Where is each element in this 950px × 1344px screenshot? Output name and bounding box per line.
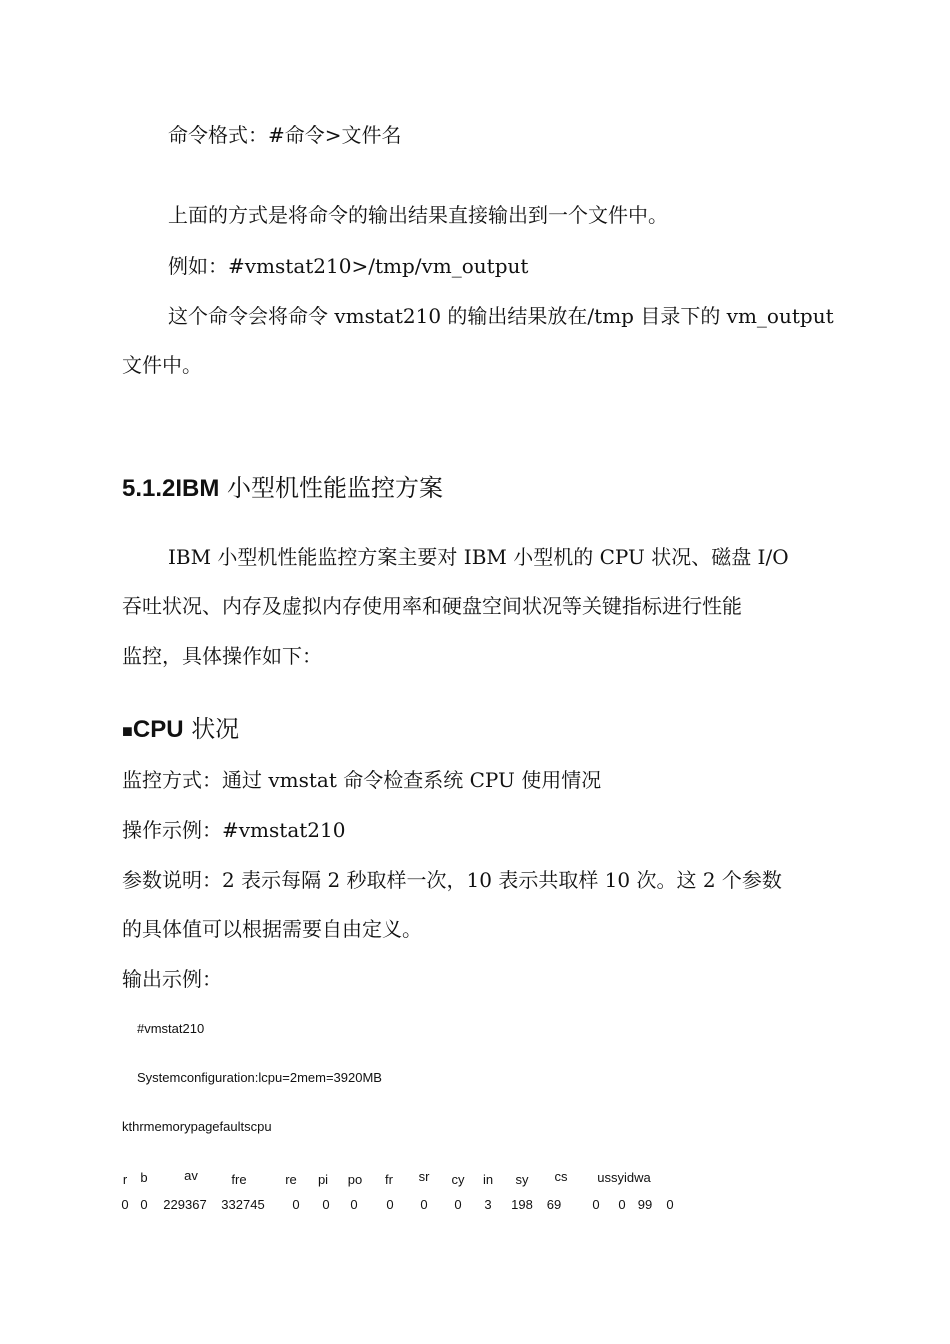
section-body-line-1: IBM 小型机性能监控方案主要对 IBM 小型机的 CPU 状况、磁盘 I/O xyxy=(168,545,789,569)
vmstat-value: 3 xyxy=(484,1197,492,1212)
cpu-heading-title: 状况 xyxy=(191,715,240,743)
vmstat-column-header: pi xyxy=(317,1172,329,1187)
vmstat-value: 0 xyxy=(121,1197,129,1212)
command-format-line: 命令格式：#命令>文件名 xyxy=(168,123,402,147)
cpu-heading-label: CPU xyxy=(132,716,184,743)
vmstat-value: 332745 xyxy=(221,1197,265,1212)
vmstat-column-header: cs xyxy=(554,1169,568,1184)
vmstat-value: 99 xyxy=(637,1197,653,1212)
vmstat-column-header: in xyxy=(482,1172,494,1187)
vmstat-column-header: re xyxy=(285,1172,297,1187)
square-bullet-icon: ■ xyxy=(122,721,133,741)
section-number: 5.1.2IBM xyxy=(122,475,220,502)
vmstat-value: 0 xyxy=(618,1197,626,1212)
cpu-heading xyxy=(122,714,239,746)
section-body-line-3: 监控，具体操作如下： xyxy=(122,644,322,668)
vmstat-value: 0 xyxy=(350,1197,358,1212)
monitor-method-line: 监控方式：通过 vmstat 命令检查系统 CPU 使用情况 xyxy=(122,768,602,792)
operation-example-line: 操作示例：#vmstat210 xyxy=(122,818,346,842)
vmstat-value: 0 xyxy=(420,1197,428,1212)
system-configuration-line: Systemconfiguration:lcpu=2mem=3920MB xyxy=(137,1070,382,1085)
vmstat-column-header: sr xyxy=(418,1169,430,1184)
redirect-description-line: 上面的方式是将命令的输出结果直接输出到一个文件中。 xyxy=(168,203,668,227)
vmstat-value: 0 xyxy=(386,1197,394,1212)
vmstat-value: 69 xyxy=(546,1197,562,1212)
vmstat-column-header: r xyxy=(122,1172,128,1187)
vmstat-group-header: kthrmemorypagefaultscpu xyxy=(122,1119,272,1134)
section-title: 小型机性能监控方案 xyxy=(227,474,444,502)
parameter-line-2: 的具体值可以根据需要自由定义。 xyxy=(122,917,422,941)
parameter-line-1: 参数说明：2 表示每隔 2 秒取样一次，10 表示共取样 10 次。这 2 个参数 xyxy=(122,868,782,892)
vmstat-value: 198 xyxy=(511,1197,533,1212)
vmstat-value: 0 xyxy=(454,1197,462,1212)
vmstat-column-header: ussyidwa xyxy=(597,1170,651,1185)
redirect-explanation-line-2: 文件中。 xyxy=(122,353,202,377)
vmstat-column-header: cy xyxy=(451,1172,465,1187)
vmstat-value: 229367 xyxy=(163,1197,207,1212)
vmstat-value: 0 xyxy=(666,1197,674,1212)
vmstat-value: 0 xyxy=(322,1197,330,1212)
vmstat-command-line: #vmstat210 xyxy=(137,1021,205,1036)
vmstat-column-header: po xyxy=(347,1172,363,1187)
output-example-label: 输出示例： xyxy=(122,967,222,991)
vmstat-column-header: sy xyxy=(515,1172,529,1187)
vmstat-value: 0 xyxy=(592,1197,600,1212)
vmstat-column-header: av xyxy=(184,1168,198,1183)
section-heading xyxy=(122,473,443,504)
vmstat-column-header: b xyxy=(140,1170,148,1185)
vmstat-column-header: fre xyxy=(231,1172,247,1187)
vmstat-value: 0 xyxy=(292,1197,300,1212)
redirect-explanation-line-1: 这个命令会将命令 vmstat210 的输出结果放在/tmp 目录下的 vm_output xyxy=(168,304,834,328)
vmstat-column-header: fr xyxy=(385,1172,393,1187)
vmstat-value: 0 xyxy=(140,1197,148,1212)
section-body-line-2: 吞吐状况、内存及虚拟内存使用率和硬盘空间状况等关键指标进行性能 xyxy=(122,594,742,618)
redirect-example-line: 例如：#vmstat210>/tmp/vm_output xyxy=(168,254,529,278)
